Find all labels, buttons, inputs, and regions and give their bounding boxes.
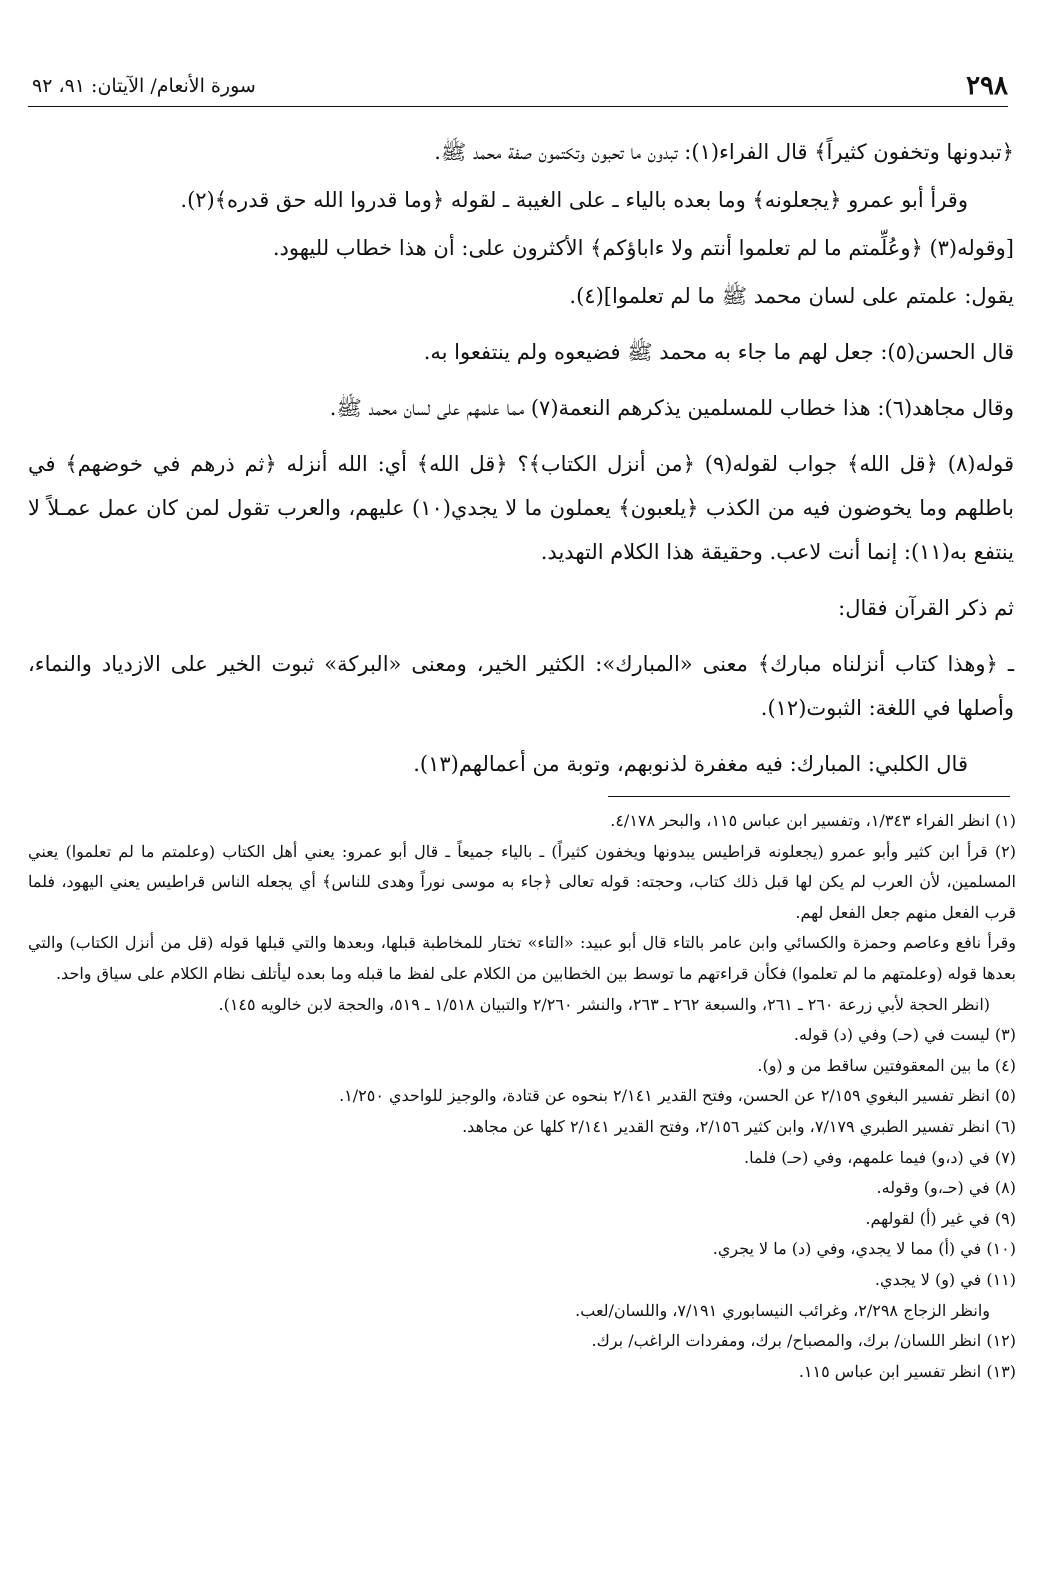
footnote: (١) انظر الفراء ١/٣٤٣، وتفسير ابن عباس ١١٥، والبحر ٤/١٧٨. [610,811,1016,830]
paragraph: وقرأ أبو عمرو ﴿يجعلونه﴾ وما بعده بالياء ـ على الغيبة ـ لقوله ﴿وما قدروا الله حق قدره﴾(٢). [180,188,968,212]
footnote: (٩) في غير (أ) لقولهم. [865,1208,1016,1228]
footnote: (٧) في (د،و) فيما علمهم، وفي (حـ) فلما. [744,1147,1016,1167]
paragraph: قوله(٨) ﴿قل الله﴾ جواب لقوله(٩) ﴿من أنزل الكتاب﴾؟ ﴿قل الله﴾ أي: الله أنزله ﴿ثم ذرهم في خوضهم﴾ في باطلهم وما يخوضون فيه من الكذب ﴿يلعبون﴾ يعملون ما لا يجدي(١٠) عليهم، والعرب تقول لمن كان عمل عمـلاً لا ينتفع به(١١): إنما أنت لاعب. وحقيقة هذا الكلام التهديد. [28,452,1014,564]
footnote: (١١) في (و) لا يجدي. [874,1269,1016,1289]
footnote: (١٣) انظر تفسير ابن عباس ١١٥. [798,1361,1016,1381]
paragraph: وقال مجاهد(٦): هذا خطاب للمسلمين يذكرهم النعمة(٧) مما علمهم على لسان محمد ﷺ. [329,396,1014,420]
footnote: (١٠) في (أ) مما لا يجدي، وفي (د) ما لا يجري. [712,1239,1016,1259]
footnote-continuation: (انظر الحجة لأبي زرعة ٢٦٠ ـ ٢٦١، والسبعة ٢٦٢ ـ ٢٦٣، والنشر ٢/٢٦٠ والتبيان ١/٥١٨ ـ ٥١٩، والحجة لابن خالويه ١٤٥). [218,994,990,1014]
footnote-continuation: وقرأ نافع وعاصم وحمزة والكسائي وابن عامر بالتاء قال أبو عبيد: «التاء» تختار للمخاطبة قبلها، وبعدها والتي قبلها قوله (قل من أنزل الكتاب) والتي بعدها قوله (وعلمتهم ما لم تعلموا) فكأن قراءتهم ما توسط بين الخطابين من الكلام على لفظ ما قبله وما بعده ليأتلف نظام الكلام على سياق واحد. [28,933,1016,983]
page-header [28,66,1008,107]
footnote-divider [608,796,1010,797]
paragraph: قال الكلبي: المبارك: فيه مغفرة لذنوبهم، وتوبة من أعمالهم(١٣). [413,752,968,776]
page-number: ٢٩٨ [966,71,1008,101]
paragraph: يقول: علمتم على لسان محمد ﷺ ما لم تعلموا](٤). [569,284,1014,308]
footnote: (٨) في (حـ،و) وقوله. [876,1178,1016,1198]
main-text [28,130,1014,790]
paragraph: [وقوله(٣) ﴿وعُلِّمتم ما لم تعلموا أنتم ولا ءاباؤكم﴾ الأكثرون على: أن هذا خطاب لليهود. [272,236,1014,260]
paragraph: ﴿تبدونها وتخفون كثيراً﴾ قال الفراء(١): تبدون ما تحبون وتكتمون صفة محمد ﷺ. [434,140,1014,164]
footnote: (٢) قرأ ابن كثير وأبو عمرو (يجعلونه قراطيس يبدونها ويخفون كثيراً) ـ بالياء جميعاً ـ قال أبو عمرو: يعني أهل الكتاب (وعلمتم ما لم تعلموا) يعني المسلمين، لأن العرب لم يكن لها قبل ذلك كتاب، وحجته: قوله تعالى ﴿جاء به موسى نوراً وهدى للناس﴾ أي يجعله الناس قراطيس يعني اليهود، فلما قرب الفعل منهم جعل الفعل لهم. [28,841,1016,922]
paragraph: ـ ﴿وهذا كتاب أنزلناه مبارك﴾ معنى «المبارك»: الكثير الخير، ومعنى «البركة» ثبوت الخير على الازدياد والنماء، وأصلها في اللغة: الثبوت(١٢). [28,652,1014,720]
footnote-continuation: وانظر الزجاج ٢/٢٩٨، وغرائب النيسابوري ٧/١٩١، واللسان/لعب. [575,1300,990,1320]
footnote: (١٢) انظر اللسان/ برك، والمصباح/ برك، ومفردات الراغب/ برك. [591,1331,1016,1351]
running-title: سورة الأنعام/ الآيتان: ٩١، ٩٢ [32,75,256,97]
paragraph: ثم ذكر القرآن فقال: [838,596,1014,620]
paragraph: قال الحسن(٥): جعل لهم ما جاء به محمد ﷺ فضيعوه ولم ينتفعوا به. [423,340,1014,364]
footnote: (٥) انظر تفسير البغوي ٢/١٥٩ عن الحسن، وفتح القدير ٢/١٤١ بنحوه عن قتادة، والوجيز للواحدي ١/٢٥٠. [339,1086,1016,1106]
footnote: (٤) ما بين المعقوفتين ساقط من و (و). [757,1055,1016,1075]
footnotes [28,806,1016,1387]
footnote: (٣) ليست في (حـ) وفي (د) قوله. [793,1025,1016,1045]
footnote: (٦) انظر تفسير الطبري ٧/١٧٩، وابن كثير ٢/١٥٦، وفتح القدير ٢/١٤١ كلها عن مجاهد. [462,1116,1016,1136]
